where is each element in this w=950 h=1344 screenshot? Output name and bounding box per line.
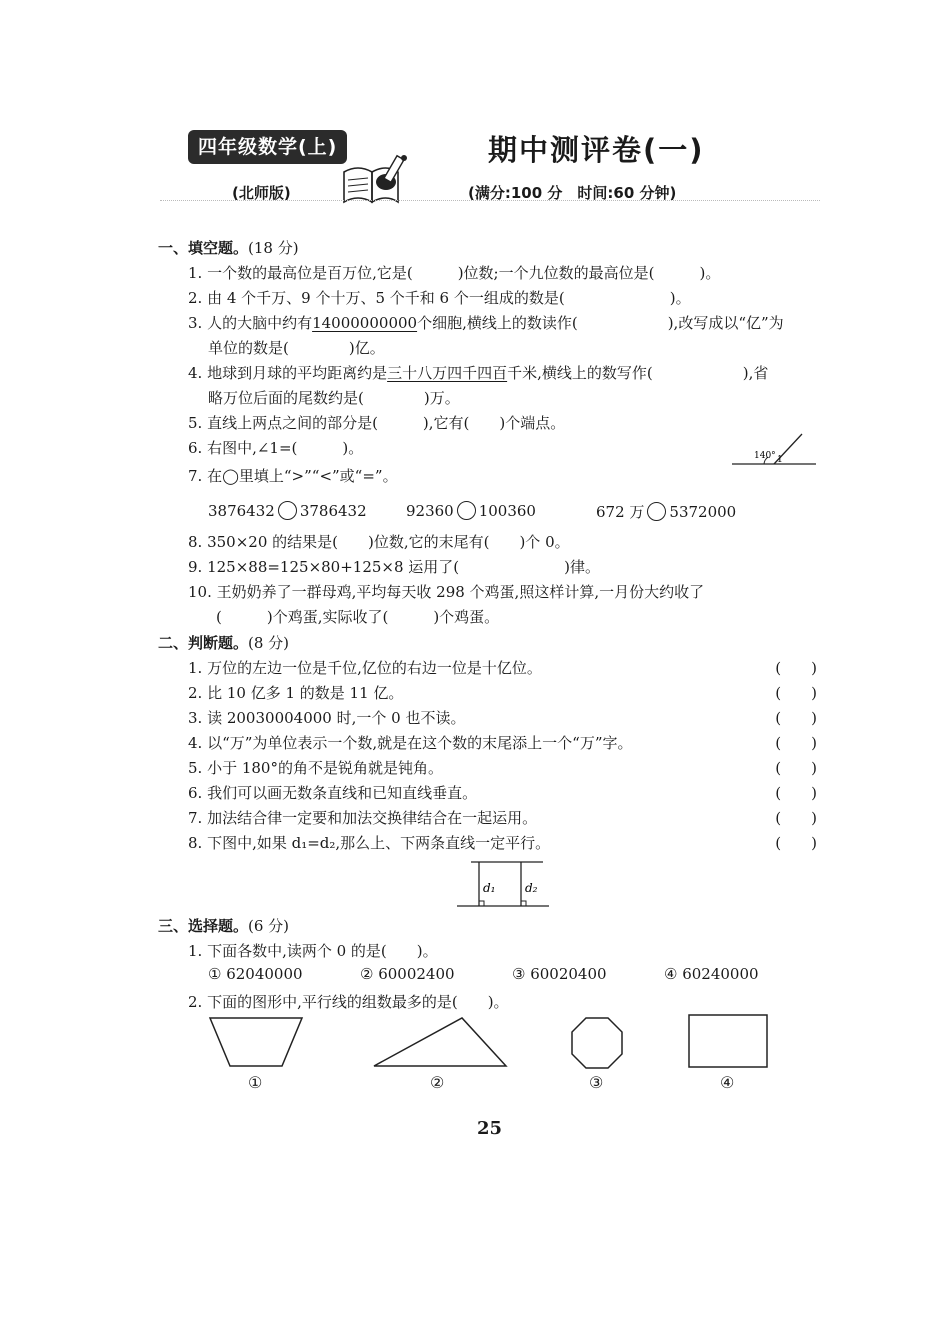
section-choice-heading [158, 915, 289, 936]
angle-label-1: 1 [777, 455, 783, 465]
answer-paren[interactable]: ( ) [775, 759, 817, 777]
octagon-shape [568, 1014, 626, 1072]
choice-question-1: 1. 下面各数中,读两个 0 的是( )。 [188, 942, 438, 960]
judge-item-8: 8. 下图中,如果 d₁=d₂,那么上、下两条直线一定平行。 [188, 834, 551, 852]
question-1-10-cont: ( )个鸡蛋,实际收了( )个鸡蛋。 [216, 608, 500, 626]
section-points: (18 分) [248, 239, 299, 257]
page-title: 期中测评卷(一) [488, 133, 705, 167]
shape-label-2: ② [430, 1073, 445, 1092]
rectangle-shape [686, 1012, 770, 1070]
judge-item-1: 1. 万位的左边一位是千位,亿位的右边一位是十亿位。 [188, 659, 542, 677]
exam-meta: (满分:100 分 时间:60 分钟) [468, 184, 677, 202]
edition-label: (北师版) [232, 184, 291, 202]
question-1-6: 6. 右图中,∠1=( )。 [188, 439, 364, 457]
angle-figure [730, 428, 820, 470]
question-text: 3. 人的大脑中约有 [188, 314, 313, 332]
section-points: (6 分) [248, 917, 290, 935]
answer-paren[interactable]: ( ) [775, 809, 817, 827]
section-heading-text: 二、判断题。 [158, 634, 249, 652]
choice-option-1[interactable]: ① 62040000 [208, 965, 303, 983]
judge-item-5: 5. 小于 180°的角不是锐角就是钝角。 [188, 759, 443, 777]
question-1-7: 7. 在◯里填上“>”“<”或“=”。 [188, 467, 398, 485]
section-heading-text: 一、填空题。 [158, 239, 249, 257]
answer-paren[interactable]: ( ) [775, 684, 817, 702]
compare-circle[interactable] [647, 502, 666, 521]
compare-circle[interactable] [278, 501, 297, 520]
angle-label-140: 140° [754, 451, 776, 461]
question-1-10: 10. 王奶奶养了一群母鸡,平均每天收 298 个鸡蛋,照这样计算,一月份大约收了 [188, 583, 705, 601]
answer-paren[interactable]: ( ) [775, 709, 817, 727]
d2-label: d₂ [525, 881, 538, 895]
compare-right: 3786432 [299, 502, 367, 520]
shape-label-1: ① [248, 1073, 263, 1092]
judge-item-3: 3. 读 20030004000 时,一个 0 也不读。 [188, 709, 466, 727]
d1-label: d₁ [483, 881, 496, 895]
underlined-number: 14000000000 [312, 314, 418, 332]
question-1-5: 5. 直线上两点之间的部分是( ),它有( )个端点。 [188, 414, 566, 432]
judge-item-6: 6. 我们可以画无数条直线和已知直线垂直。 [188, 784, 478, 802]
choice-option-3[interactable]: ③ 60020400 [512, 965, 607, 983]
compare-left: 672 万 [596, 503, 645, 521]
header-divider [160, 200, 820, 221]
question-1-1: 1. 一个数的最高位是百万位,它是( )位数;一个九位数的最高位是( )。 [188, 264, 721, 282]
choice-option-4[interactable]: ④ 60240000 [664, 965, 759, 983]
choice-question-2: 2. 下面的图形中,平行线的组数最多的是( )。 [188, 993, 509, 1011]
compare-left: 3876432 [208, 502, 275, 520]
question-1-2: 2. 由 4 个千万、9 个十万、5 个千和 6 个一组成的数是( )。 [188, 289, 691, 307]
section-points: (8 分) [248, 634, 290, 652]
compare-item-1 [208, 501, 367, 520]
question-1-8: 8. 350×20 的结果是( )位数,它的末尾有( )个 0。 [188, 533, 570, 551]
question-text: 个细胞,横线上的数读作( ),改写成以“亿”为 [417, 314, 784, 332]
question-1-4 [188, 362, 768, 383]
answer-paren[interactable]: ( ) [775, 734, 817, 752]
judge-item-2: 2. 比 10 亿多 1 的数是 11 亿。 [188, 684, 404, 702]
question-text: 4. 地球到月球的平均距离约是 [188, 364, 388, 382]
section-true-false-heading [158, 632, 289, 653]
compare-item-2 [406, 501, 536, 520]
shape-label-3: ③ [589, 1073, 604, 1092]
question-1-4-cont: 略万位后面的尾数约是( )万。 [208, 389, 460, 407]
answer-paren[interactable]: ( ) [775, 784, 817, 802]
answer-paren[interactable]: ( ) [775, 834, 817, 852]
compare-right: 5372000 [669, 503, 737, 521]
page-number: 25 [477, 1118, 503, 1139]
judge-item-4: 4. 以“万”为单位表示一个数,就是在这个数的末尾添上一个“万”字。 [188, 734, 633, 752]
compare-left: 92360 [406, 502, 454, 520]
triangle-shape [370, 1014, 510, 1070]
question-1-3-cont: 单位的数是( )亿。 [208, 339, 385, 357]
compare-right: 100360 [478, 502, 536, 520]
shape-label-4: ④ [720, 1073, 735, 1092]
question-1-9: 9. 125×88=125×80+125×8 运用了( )律。 [188, 558, 601, 576]
compare-item-3 [596, 501, 736, 522]
underlined-words: 三十八万四千四百 [387, 364, 508, 382]
judge-item-7: 7. 加法结合律一定要和加法交换律结合在一起运用。 [188, 809, 538, 827]
section-heading-text: 三、选择题。 [158, 917, 249, 935]
parallel-lines-figure [455, 858, 551, 912]
section-fill-blanks-heading [158, 237, 299, 258]
question-1-3 [188, 312, 784, 333]
grade-badge: 四年级数学(上) [188, 130, 347, 164]
choice-option-2[interactable]: ② 60002400 [360, 965, 455, 983]
question-text: 千米,横线上的数写作( ),省 [507, 364, 769, 382]
trapezoid-shape [206, 1014, 306, 1070]
answer-paren[interactable]: ( ) [775, 659, 817, 677]
compare-circle[interactable] [457, 501, 476, 520]
